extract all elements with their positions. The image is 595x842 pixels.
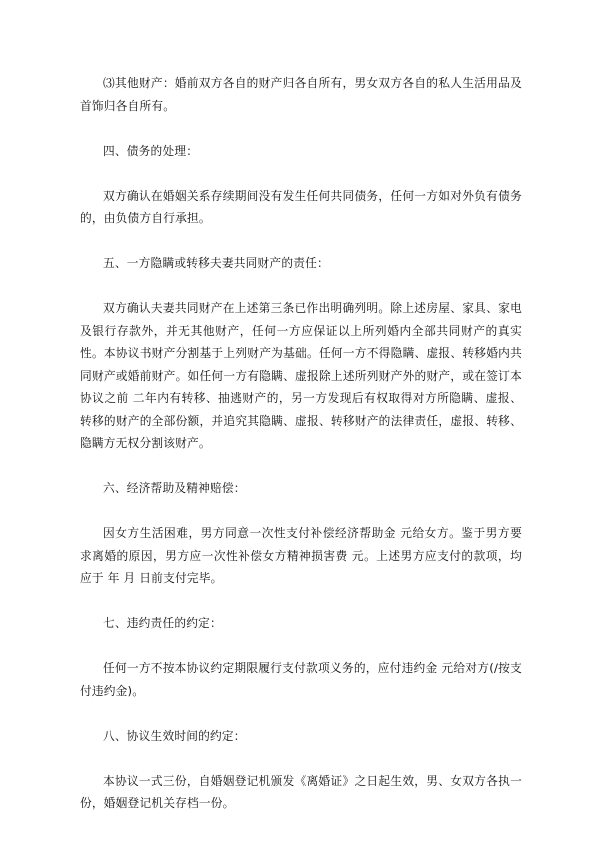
paragraph-breach: 任何一方不按本协议约定期限履行支付款项义务的，应付违约金 元给对方(/按支付违约金)。 [80, 661, 522, 698]
paragraph-spacer [80, 590, 522, 613]
paragraph-spacer [80, 117, 522, 140]
paragraph-spacer [80, 635, 522, 658]
section-heading-debts: 四、债务的处理： [103, 143, 199, 158]
paragraph-concealment: 双方确认夫妻共同财产在上述第三条已作出明确列明。除上述房屋、家具、家电及银行存款外，并无其他财产，任何一方应保证以上所列婚内全部共同财产的真实性。本协议书财产分割基于上列财产为基础。任何一方不得隐瞒、虚报、转移婚内共同财产或婚前财产。如任何一方有隐瞒、虚报除上述所列财产外的财产，或在签订本协议之前 二年内有转移、抽逃财产的，另一方发现后有权取得对方所隐瞒、虚报、转移的财产的全部份额，并追究其隐瞒、虚报、转移财产的法律责任，虚报、转移、隐瞒方无权分割该财产。 [80, 301, 522, 450]
paragraph-spacer [80, 455, 522, 478]
paragraph-spacer [80, 702, 522, 725]
paragraph-spacer [80, 162, 522, 185]
section-heading-concealment: 五、一方隐瞒或转移夫妻共同财产的责任： [103, 256, 329, 270]
paragraph-spacer [80, 275, 522, 298]
section-heading-breach: 七、违约责任的约定： [103, 616, 222, 630]
paragraph-spacer [80, 747, 522, 770]
paragraph-spacer [80, 500, 522, 523]
paragraph-spacer [80, 230, 522, 253]
section-heading-effective-date: 八、协议生效时间的约定： [103, 728, 246, 743]
paragraph-compensation: 因女方生活困难，男方同意一次性支付补偿经济帮助金 元给女方。鉴于男方要求离婚的原因，男方应一次性补偿女方精神损害费 元。上述男方应支付的款项，均应于 年 月 日前支付完毕。 [80, 526, 522, 585]
paragraph-debts: 双方确认在婚姻关系存续期间没有发生任何共同债务，任何一方如对外负有债务的，由负债方自行承担。 [80, 188, 522, 225]
section-heading-compensation: 六、经济帮助及精神赔偿： [103, 481, 246, 495]
document-body [80, 72, 522, 815]
paragraph-other-property: ⑶其他财产：婚前双方各自的财产归各自所有，男女双方各自的私人生活用品及首饰归各自所有。 [80, 76, 522, 113]
paragraph-effective-date: 本协议一式三份，自婚姻登记机颁发《离婚证》之日起生效，男、女双方各执一份，婚姻登记机关存档一份。 [80, 773, 522, 810]
